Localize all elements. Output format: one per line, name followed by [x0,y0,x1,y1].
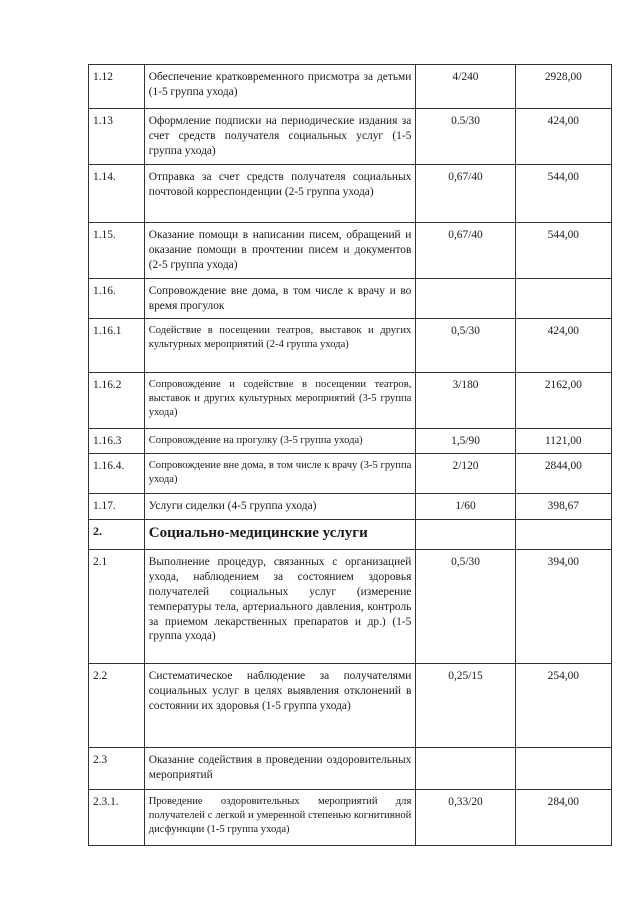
service-price: 254,00 [515,664,611,748]
service-volume: 0.5/30 [416,109,515,165]
service-price: 2844,00 [515,453,611,493]
table-row [89,748,612,790]
service-description: Сопровождение на прогулку (3-5 группа ухода) [144,429,416,454]
service-volume [416,519,515,550]
row-number: 1.17. [89,493,145,519]
table-row [89,65,612,109]
table-row [89,493,612,519]
table-row [89,429,612,454]
service-description: Систематическое наблюдение за получателями социальных услуг в целях выявления отклонений в состоянии их здоровья (1-5 группа ухода) [144,664,416,748]
service-price [515,748,611,790]
row-number: 2.2 [89,664,145,748]
service-price: 284,00 [515,790,611,846]
service-volume: 0,5/30 [416,550,515,664]
table-row [89,109,612,165]
service-price: 544,00 [515,165,611,223]
service-price: 2162,00 [515,373,611,429]
table-row [89,319,612,373]
row-number: 1.12 [89,65,145,109]
service-price: 1121,00 [515,429,611,454]
service-price [515,519,611,550]
row-number: 1.16.4. [89,453,145,493]
service-description: Услуги сиделки (4-5 группа ухода) [144,493,416,519]
service-price: 544,00 [515,223,611,279]
table-row [89,223,612,279]
service-price: 394,00 [515,550,611,664]
row-number: 1.16.3 [89,429,145,454]
service-volume: 0,67/40 [416,223,515,279]
row-number: 2.3 [89,748,145,790]
service-description: Оказание содействия в проведении оздоровительных мероприятий [144,748,416,790]
service-volume: 0,67/40 [416,165,515,223]
service-price: 2928,00 [515,65,611,109]
service-description: Выполнение процедур, связанных с организацией ухода, наблюдением за состоянием здоровья получателей социальных услуг (измерение температуры тела, артериального давления, контроль за приемом лекарственных препаратов и др.) (1-5 группа ухода) [144,550,416,664]
row-number: 1.13 [89,109,145,165]
service-description: Отправка за счет средств получателя социальных почтовой корреспонденции (2-5 группа ухода) [144,165,416,223]
service-price: 424,00 [515,319,611,373]
service-volume: 2/120 [416,453,515,493]
row-number: 2.3.1. [89,790,145,846]
service-description: Сопровождение вне дома, в том числе к врачу (3-5 группа ухода) [144,453,416,493]
service-description: Оказание помощи в написании писем, обращений и оказание помощи в прочтении писем и документов (2-5 группа ухода) [144,223,416,279]
service-volume: 3/180 [416,373,515,429]
service-volume: 1,5/90 [416,429,515,454]
section-number: 2. [89,519,145,550]
row-number: 1.15. [89,223,145,279]
row-number: 1.16.1 [89,319,145,373]
row-number: 1.16.2 [89,373,145,429]
service-price: 424,00 [515,109,611,165]
table-row [89,373,612,429]
row-number: 1.16. [89,279,145,319]
section-heading-row [89,519,612,550]
service-volume: 0,25/15 [416,664,515,748]
service-description: Содействие в посещении театров, выставок и других культурных мероприятий (2-4 группа ухода) [144,319,416,373]
service-volume: 1/60 [416,493,515,519]
row-number: 1.14. [89,165,145,223]
table-row [89,165,612,223]
table-row [89,664,612,748]
service-volume [416,748,515,790]
service-description: Проведение оздоровительных мероприятий для получателей с легкой и умеренной степенью когнитивной дисфункции (1-5 группа ухода) [144,790,416,846]
row-number: 2.1 [89,550,145,664]
service-price [515,279,611,319]
table-row [89,550,612,664]
table-row [89,790,612,846]
service-description: Сопровождение и содействие в посещении театров, выставок и других культурных мероприятий (3-5 группа ухода) [144,373,416,429]
section-title: Социально-медицинские услуги [144,519,416,550]
table-row [89,453,612,493]
service-description: Сопровождение вне дома, в том числе к врачу и во время прогулок [144,279,416,319]
table-row [89,279,612,319]
service-description: Обеспечение кратковременного присмотра за детьми (1-5 группа ухода) [144,65,416,109]
service-volume [416,279,515,319]
service-volume: 0,33/20 [416,790,515,846]
service-volume: 0,5/30 [416,319,515,373]
service-volume: 4/240 [416,65,515,109]
service-description: Оформление подписки на периодические издания за счет средств получателя социальных услуг (1-5 группа ухода) [144,109,416,165]
services-price-table [88,64,612,846]
service-price: 398,67 [515,493,611,519]
